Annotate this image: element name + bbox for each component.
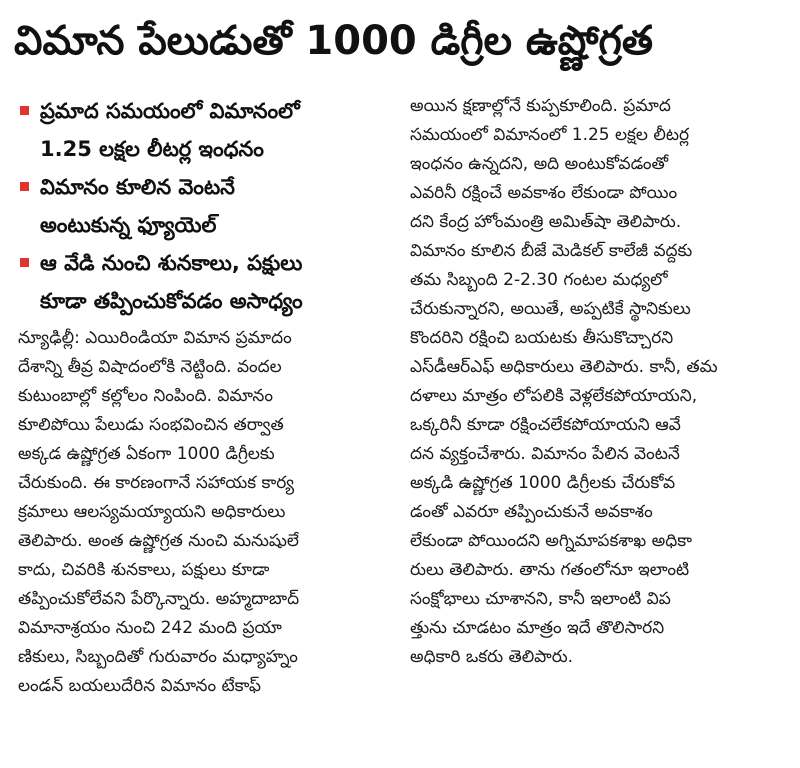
article-line: సంక్షోభాలు చూశానని, కానీ ఇలాంటి విప: [410, 589, 671, 609]
bullet-item: [18, 244, 388, 320]
bullet-square-icon: [20, 182, 29, 191]
bullet-line: విమానం కూలిన వెంటనే: [40, 175, 235, 199]
left-body-text: [18, 324, 388, 701]
article-line: అయిన క్షణాల్లోనే కుప్పకూలింది. ప్రమాద: [410, 96, 671, 116]
article-line: కాదు, చివరికి శునకాలు, పక్షులు కూడా: [18, 560, 270, 580]
article-line: కొందరిని రక్షించి బయటకు తీసుకొచ్చారని: [410, 328, 674, 348]
article-line: విమానాశ్రయం నుంచి 242 మంది ప్రయా: [18, 618, 282, 638]
bullet-line: ప్రమాద సమయంలో విమానంలో: [40, 99, 300, 123]
article-line: లేకుండా పోయిందని అగ్నిమాపకశాఖ అధికా: [410, 531, 692, 551]
right-body-text: [410, 92, 782, 672]
article-line: తెలిపారు. అంత ఉష్ణోగ్రత నుంచి మనుషులే: [18, 531, 299, 551]
left-column: [18, 92, 388, 701]
article-line: ణికులు, సిబ్బందితో గురువారం మధ్యాహ్నం: [18, 647, 298, 667]
article-line: తమ సిబ్బంది 2-2.30 గంటల మధ్యలో: [410, 270, 668, 290]
article-line: న్యూఢిల్లీ: ఎయిరిండియా విమాన ప్రమాదం: [18, 328, 292, 348]
article-line: రులు తెలిపారు. తాను గతంలోనూ ఇలాంటి: [410, 560, 690, 580]
bullet-line: అంటుకున్న ఫ్యూయెల్: [40, 213, 217, 237]
bullet-item: [18, 168, 388, 244]
article-line: అధికారి ఒకరు తెలిపారు.: [410, 647, 574, 667]
article-line: కుటుంబాల్లో కల్లోలం నింపింది. విమానం: [18, 386, 273, 406]
right-column: [410, 92, 782, 672]
headline: విమాన పేలుడుతో 1000 డిగ్రీల ఉష్ణోగ్రత: [14, 18, 653, 64]
article-line: త్తును చూడటం మాత్రం ఇదే తొలిసారని: [410, 618, 665, 638]
article-line: డంతో ఎవరూ తప్పించుకునే అవకాశం: [410, 502, 653, 522]
article-line: క్రమాలు ఆలస్యమయ్యాయని అధికారులు: [18, 502, 286, 522]
article-line: ఒక్కరినీ కూడా రక్షించలేకపోయాయని ఆవే: [410, 415, 681, 435]
article-line: ఎస్‌డీఆర్‌ఎఫ్ అధికారులు తెలిపారు. కానీ, తమ: [410, 357, 718, 377]
article-line: దని కేంద్ర హోంమంత్రి అమిత్‌షా తెలిపారు.: [410, 212, 682, 232]
article-line: దన వ్యక్తంచేశారు. విమానం పేలిన వెంటనే: [410, 444, 680, 464]
bullet-line: 1.25 లక్షల లీటర్ల ఇంధనం: [40, 137, 264, 161]
highlight-bullets: [18, 92, 388, 320]
article-line: సమయంలో విమానంలో 1.25 లక్షల లీటర్ల: [410, 125, 690, 145]
article-line: చేరుకున్నారని, అయితే, అప్పటికే స్థానికులు: [410, 299, 691, 319]
bullet-item: [18, 92, 388, 168]
article-line: అక్కడి ఉష్ణోగ్రత 1000 డిగ్రీలకు చేరుకోవ: [410, 473, 676, 493]
bullet-square-icon: [20, 106, 29, 115]
article-line: కూలిపోయి పేలుడు సంభవించిన తర్వాత: [18, 415, 284, 435]
bullet-square-icon: [20, 258, 29, 267]
bullet-line: కూడా తప్పించుకోవడం అసాధ్యం: [40, 289, 303, 313]
article-line: చేరుకుంది. ఈ కారణంగానే సహాయక కార్య: [18, 473, 295, 493]
article-line: అక్కడ ఉష్ణోగ్రత ఏకంగా 1000 డిగ్రీలకు: [18, 444, 275, 464]
article-line: తప్పించుకోలేవని పేర్కొన్నారు. అహ్మదాబాద్: [18, 589, 300, 609]
bullet-line: ఆ వేడి నుంచి శునకాలు, పక్షులు: [40, 251, 303, 275]
article-line: ఎవరినీ రక్షించే అవకాశం లేకుండా పోయిం: [410, 183, 678, 203]
article-line: లండన్ బయలుదేరిన విమానం టేకాఫ్: [18, 676, 261, 696]
article-line: దేశాన్ని తీవ్ర విషాదంలోకి నెట్టింది. వందల: [18, 357, 282, 377]
article-line: ఇంధనం ఉన్నదని, అది అంటుకోవడంతో: [410, 154, 669, 174]
article-line: దళాలు మాత్రం లోపలికి వెళ్లలేకపోయాయని,: [410, 386, 698, 406]
article-line: విమానం కూలిన బీజే మెడికల్ కాలేజీ వద్దకు: [410, 241, 693, 261]
